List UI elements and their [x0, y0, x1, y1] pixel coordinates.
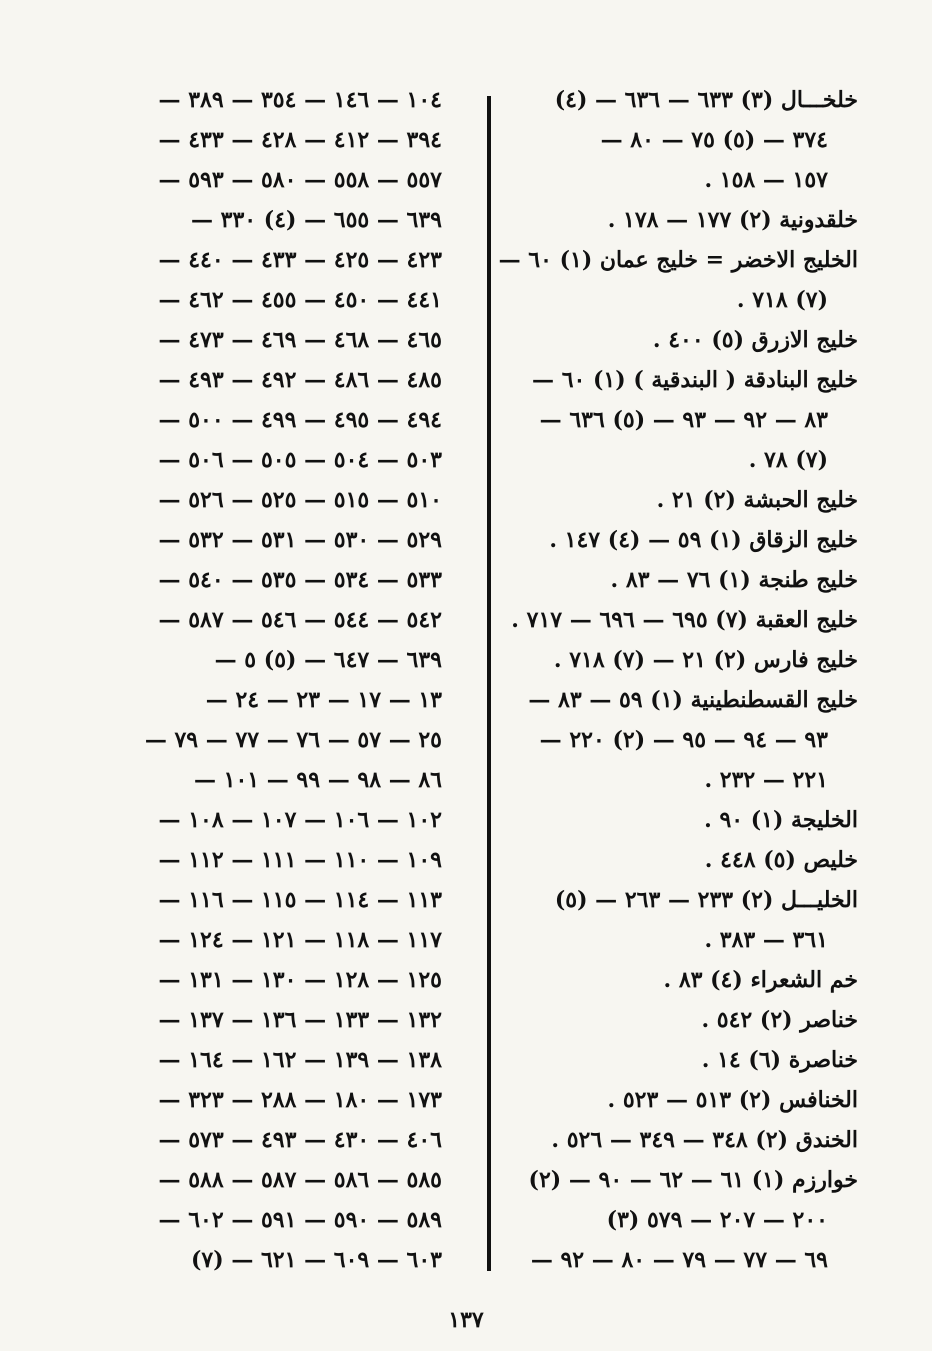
index-entry-line: خليج البنادقة ( البندقية ) (١) ٦٠ — [532, 367, 858, 393]
page-references-line: ٤٩٤ — ٤٩٥ — ٤٩٩ — ٥٠٠ — [158, 407, 442, 433]
page-number: ١٣٧ [448, 1307, 484, 1333]
column-divider [487, 96, 491, 1271]
index-entry-line: الخليجة (١) ٩٠ . [704, 807, 858, 833]
page-references-line: ١٣ — ١٧ — ٢٣ — ٢٤ — [205, 687, 442, 713]
index-entry-line: الخندق (٢) ٣٤٨ — ٣٤٩ — ٥٢٦ . [551, 1127, 858, 1153]
page-references-line: ٤٤١ — ٤٥٠ — ٤٥٥ — ٤٦٢ — [158, 287, 442, 313]
page-references-line: ٨٦ — ٩٨ — ٩٩ — ١٠١ — [193, 767, 442, 793]
index-entry-line: خلخـــال (٣) ٦٣٣ — ٦٣٦ — (٤) [554, 87, 858, 113]
index-entry-line: ٦٩ — ٧٧ — ٧٩ — ٨٠ — ٩٢ — [530, 1247, 828, 1273]
page-references-line: ٦٣٩ — ٦٥٥ — (٤) ٣٣٠ — [191, 207, 442, 233]
page-references-line: ٥١٠ — ٥١٥ — ٥٢٥ — ٥٢٦ — [158, 487, 442, 513]
index-entry-line: ٣٦١ — ٣٨٣ . [704, 927, 828, 953]
page-references-line: ٤٢٣ — ٤٢٥ — ٤٣٣ — ٤٤٠ — [158, 247, 442, 273]
index-entry-line: ٢٠٠ — ٢٠٧ — ٥٧٩ (٣) [606, 1207, 828, 1233]
page-references-line: ١٠٤ — ١٤٦ — ٣٥٤ — ٣٨٩ — [158, 87, 442, 113]
page-references-line: ٦٠٣ — ٦٠٩ — ٦٢١ — (٧) [191, 1247, 442, 1273]
index-entry-line: ١٥٧ — ١٥٨ . [704, 167, 828, 193]
page-references-line: ٤٠٦ — ٤٣٠ — ٤٩٣ — ٥٧٣ — [158, 1127, 442, 1153]
page-references-line: ٥٨٩ — ٥٩٠ — ٥٩١ — ٦٠٢ — [158, 1207, 442, 1233]
page-references-line: ٢٥ — ٥٧ — ٧٦ — ٧٧ — ٧٩ — [144, 727, 442, 753]
index-entry-line: خم الشعراء (٤) ٨٣ . [663, 967, 858, 993]
index-entry-line: الخليـــل (٢) ٢٣٣ — ٢٦٣ — (٥) [554, 887, 858, 913]
page-references-line: ١٧٣ — ١٨٠ — ٢٨٨ — ٣٢٣ — [158, 1087, 442, 1113]
index-entry-line: خليج العقبة (٧) ٦٩٥ — ٦٩٦ — ٧١٧ . [511, 607, 858, 633]
index-entry-line: خليج القسطنطينية (١) ٥٩ — ٨٣ — [528, 687, 858, 713]
index-entry-line: (٧) ٧٨ . [748, 447, 828, 473]
index-entry-line: ٨٣ — ٩٢ — ٩٣ — (٥) ٦٣٦ — [539, 407, 828, 433]
index-entry-line: خليج الزقاق (١) ٥٩ — (٤) ١٤٧ . [549, 527, 858, 553]
page-references-line: ٥٥٧ — ٥٥٨ — ٥٨٠ — ٥٩٣ — [158, 167, 442, 193]
page-references-line: ٥٨٥ — ٥٨٦ — ٥٨٧ — ٥٨٨ — [158, 1167, 442, 1193]
page-references-line: ١٠٢ — ١٠٦ — ١٠٧ — ١٠٨ — [158, 807, 442, 833]
index-entry-line: خليج طنجة (١) ٧٦ — ٨٣ . [610, 567, 858, 593]
index-entry-line: خليج فارس (٢) ٢١ — (٧) ٧١٨ . [553, 647, 858, 673]
index-entry-line: خناصر (٢) ٥٤٢ . [701, 1007, 858, 1033]
page-references-line: ١٣٢ — ١٣٣ — ١٣٦ — ١٣٧ — [158, 1007, 442, 1033]
index-entry-line: خليص (٥) ٤٤٨ . [704, 847, 858, 873]
index-entry-line: ٣٧٤ — (٥) ٧٥ — ٨٠ — [600, 127, 828, 153]
index-entry-line: (٧) ٧١٨ . [736, 287, 828, 313]
index-entry-line: الخليج الاخضر = خليج عمان (١) ٦٠ — [498, 247, 858, 273]
index-entry-line: خلقدونية (٢) ١٧٧ — ١٧٨ . [607, 207, 858, 233]
page-references-line: ١١٧ — ١١٨ — ١٢١ — ١٢٤ — [158, 927, 442, 953]
index-column-left [112, 80, 442, 1280]
index-entry-line: خليج الازرق (٥) ٤٠٠ . [652, 327, 858, 353]
page-references-line: ١١٣ — ١١٤ — ١١٥ — ١١٦ — [158, 887, 442, 913]
page-references-line: ٥٠٣ — ٥٠٤ — ٥٠٥ — ٥٠٦ — [158, 447, 442, 473]
page-references-line: ٣٩٤ — ٤١٢ — ٤٢٨ — ٤٣٣ — [158, 127, 442, 153]
page-references-line: ٥٣٣ — ٥٣٤ — ٥٣٥ — ٥٤٠ — [158, 567, 442, 593]
index-entry-line: خليج الحبشة (٢) ٢١ . [656, 487, 858, 513]
index-entry-line: ٢٢١ — ٢٣٢ . [704, 767, 828, 793]
page-references-line: ١٢٥ — ١٢٨ — ١٣٠ — ١٣١ — [158, 967, 442, 993]
index-entry-line: خوارزم (١) ٦١ — ٦٢ — ٩٠ — (٢) [528, 1167, 858, 1193]
page-references-line: ٤٦٥ — ٤٦٨ — ٤٦٩ — ٤٧٣ — [158, 327, 442, 353]
page-references-line: ٥٤٢ — ٥٤٤ — ٥٤٦ — ٥٨٧ — [158, 607, 442, 633]
page-references-line: ٥٢٩ — ٥٣٠ — ٥٣١ — ٥٣٢ — [158, 527, 442, 553]
page-references-line: ١٣٨ — ١٣٩ — ١٦٢ — ١٦٤ — [158, 1047, 442, 1073]
page-references-line: ٤٨٥ — ٤٨٦ — ٤٩٢ — ٤٩٣ — [158, 367, 442, 393]
index-entry-line: الخنافس (٢) ٥١٣ — ٥٢٣ . [607, 1087, 858, 1113]
index-entry-line: خناصرة (٦) ١٤ . [701, 1047, 858, 1073]
page-references-line: ١٠٩ — ١١٠ — ١١١ — ١١٢ — [158, 847, 442, 873]
page-references-line: ٦٣٩ — ٦٤٧ — (٥) ٥ — [214, 647, 442, 673]
index-entry-line: ٩٣ — ٩٤ — ٩٥ — (٢) ٢٢٠ — [539, 727, 828, 753]
index-column-right [498, 80, 858, 1280]
